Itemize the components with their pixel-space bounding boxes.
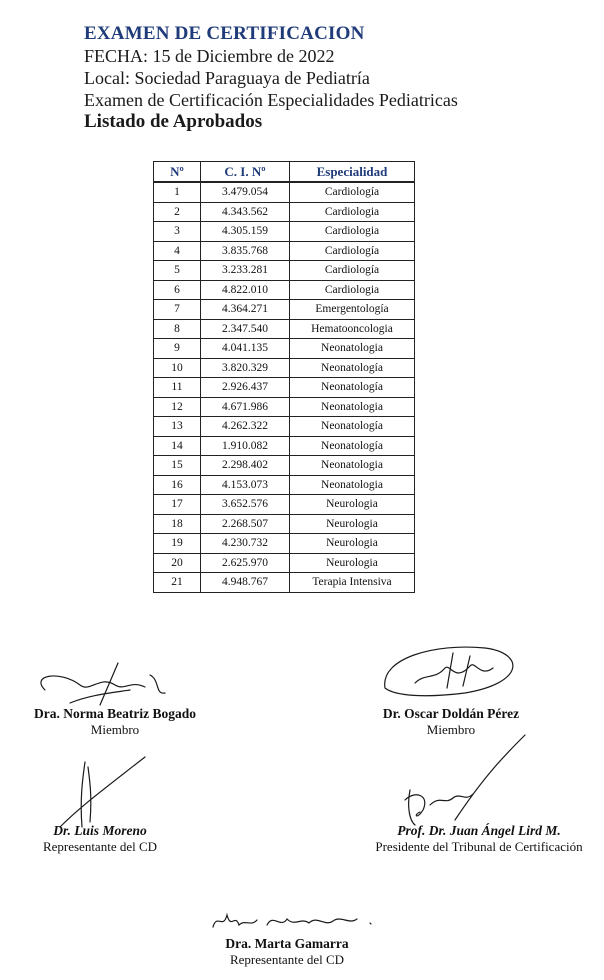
- row-number-cell: 20: [154, 553, 201, 573]
- signature-block-gamarra: [192, 936, 382, 968]
- specialty-cell: Neonatologia: [290, 397, 415, 417]
- table-header-row: [154, 162, 415, 183]
- ci-number-cell: 4.948.767: [201, 573, 290, 593]
- signatory-name: Prof. Dr. Juan Ángel Lird M.: [397, 823, 561, 838]
- signatory-role: Miembro: [426, 722, 476, 737]
- ci-number-cell: 3.820.329: [201, 358, 290, 378]
- ci-number-cell: 1.910.082: [201, 436, 290, 456]
- table-row: [154, 202, 415, 222]
- signatory-name: Dr. Luis Moreno: [53, 823, 147, 838]
- exam-date: FECHA: 15 de Diciembre de 2022: [84, 46, 335, 66]
- exam-location: Local: Sociedad Paraguaya de Pediatría: [84, 68, 370, 88]
- ci-number-cell: 3.479.054: [201, 182, 290, 202]
- signature-block-moreno: [12, 823, 188, 855]
- row-number-cell: 7: [154, 300, 201, 320]
- specialty-cell: Neonatologia: [290, 456, 415, 476]
- table-row: [154, 514, 415, 534]
- ci-number-cell: 2.347.540: [201, 319, 290, 339]
- signature-scrawl-perez: [375, 638, 535, 703]
- specialty-cell: Neurologia: [290, 495, 415, 515]
- column-header-specialty: Especialidad: [290, 162, 415, 183]
- ci-number-cell: 4.153.073: [201, 475, 290, 495]
- ci-number-cell: 4.343.562: [201, 202, 290, 222]
- table-row: [154, 436, 415, 456]
- list-heading: Listado de Aprobados: [84, 111, 263, 132]
- signature-scrawl-lird: [395, 720, 535, 830]
- signatory-role: Presidente del Tribunal de Certificación: [375, 839, 583, 854]
- table-row: [154, 475, 415, 495]
- document-title: EXAMEN DE CERTIFICACION: [84, 23, 365, 44]
- ci-number-cell: 4.364.271: [201, 300, 290, 320]
- row-number-cell: 18: [154, 514, 201, 534]
- specialty-cell: Neonatologia: [290, 475, 415, 495]
- signatory-role: Representante del CD: [229, 952, 345, 967]
- signature-block-bogado: [4, 706, 226, 738]
- specialty-cell: Terapia Intensiva: [290, 573, 415, 593]
- table-row: [154, 300, 415, 320]
- specialty-cell: Hematooncologia: [290, 319, 415, 339]
- ci-number-cell: 4.041.135: [201, 339, 290, 359]
- specialty-cell: Cardiología: [290, 261, 415, 281]
- row-number-cell: 12: [154, 397, 201, 417]
- row-number-cell: 6: [154, 280, 201, 300]
- specialty-cell: Emergentología: [290, 300, 415, 320]
- table-row: [154, 358, 415, 378]
- table-row: [154, 222, 415, 242]
- exam-description: Examen de Certificación Especialidades Pediatricas: [84, 90, 458, 110]
- table-row: [154, 456, 415, 476]
- table-row: [154, 261, 415, 281]
- ci-number-cell: 3.835.768: [201, 241, 290, 261]
- row-number-cell: 5: [154, 261, 201, 281]
- table-row: [154, 553, 415, 573]
- table-row: [154, 241, 415, 261]
- ci-number-cell: 3.652.576: [201, 495, 290, 515]
- ci-number-cell: 4.305.159: [201, 222, 290, 242]
- ci-number-cell: 2.625.970: [201, 553, 290, 573]
- row-number-cell: 21: [154, 573, 201, 593]
- signature-scrawl-gamarra: [205, 905, 380, 937]
- ci-number-cell: 4.230.732: [201, 534, 290, 554]
- specialty-cell: Neurologia: [290, 534, 415, 554]
- row-number-cell: 19: [154, 534, 201, 554]
- ci-number-cell: 2.926.437: [201, 378, 290, 398]
- table-row: [154, 534, 415, 554]
- ci-number-cell: 2.298.402: [201, 456, 290, 476]
- row-number-cell: 10: [154, 358, 201, 378]
- signatory-name: Dra. Marta Gamarra: [225, 936, 349, 951]
- column-header-ci: C. I. Nº: [201, 162, 290, 183]
- specialty-cell: Neonatología: [290, 417, 415, 437]
- row-number-cell: 4: [154, 241, 201, 261]
- approved-list-table: [153, 161, 415, 593]
- row-number-cell: 16: [154, 475, 201, 495]
- table-row: [154, 397, 415, 417]
- row-number-cell: 3: [154, 222, 201, 242]
- row-number-cell: 13: [154, 417, 201, 437]
- specialty-cell: Neonatologia: [290, 339, 415, 359]
- signatory-role: Miembro: [90, 722, 140, 737]
- specialty-cell: Cardiologia: [290, 222, 415, 242]
- row-number-cell: 11: [154, 378, 201, 398]
- specialty-cell: Neonatología: [290, 436, 415, 456]
- ci-number-cell: 4.262.322: [201, 417, 290, 437]
- row-number-cell: 9: [154, 339, 201, 359]
- row-number-cell: 14: [154, 436, 201, 456]
- table-row: [154, 182, 415, 202]
- row-number-cell: 17: [154, 495, 201, 515]
- specialty-cell: Neonatología: [290, 358, 415, 378]
- table-row: [154, 417, 415, 437]
- ci-number-cell: 3.233.281: [201, 261, 290, 281]
- specialty-cell: Cardiologia: [290, 280, 415, 300]
- table-row: [154, 280, 415, 300]
- row-number-cell: 1: [154, 182, 201, 202]
- specialty-cell: Neonatología: [290, 378, 415, 398]
- ci-number-cell: 2.268.507: [201, 514, 290, 534]
- signatory-name: Dr. Oscar Doldán Pérez: [382, 706, 520, 721]
- signatory-role: Representante del CD: [42, 839, 158, 854]
- signature-block-lird: [356, 823, 602, 855]
- signatory-name: Dra. Norma Beatriz Bogado: [34, 706, 196, 721]
- signature-scrawl-moreno: [40, 752, 160, 832]
- row-number-cell: 2: [154, 202, 201, 222]
- row-number-cell: 8: [154, 319, 201, 339]
- ci-number-cell: 4.671.986: [201, 397, 290, 417]
- table-row: [154, 495, 415, 515]
- ci-number-cell: 4.822.010: [201, 280, 290, 300]
- specialty-cell: Neurologia: [290, 514, 415, 534]
- document-header: [84, 22, 458, 133]
- table-row: [154, 319, 415, 339]
- row-number-cell: 15: [154, 456, 201, 476]
- specialty-cell: Cardiología: [290, 241, 415, 261]
- table-row: [154, 378, 415, 398]
- specialty-cell: Cardiologia: [290, 202, 415, 222]
- table-body: [154, 182, 415, 592]
- column-header-number: Nº: [154, 162, 201, 183]
- specialty-cell: Cardiología: [290, 182, 415, 202]
- table-row: [154, 339, 415, 359]
- specialty-cell: Neurologia: [290, 553, 415, 573]
- table-row: [154, 573, 415, 593]
